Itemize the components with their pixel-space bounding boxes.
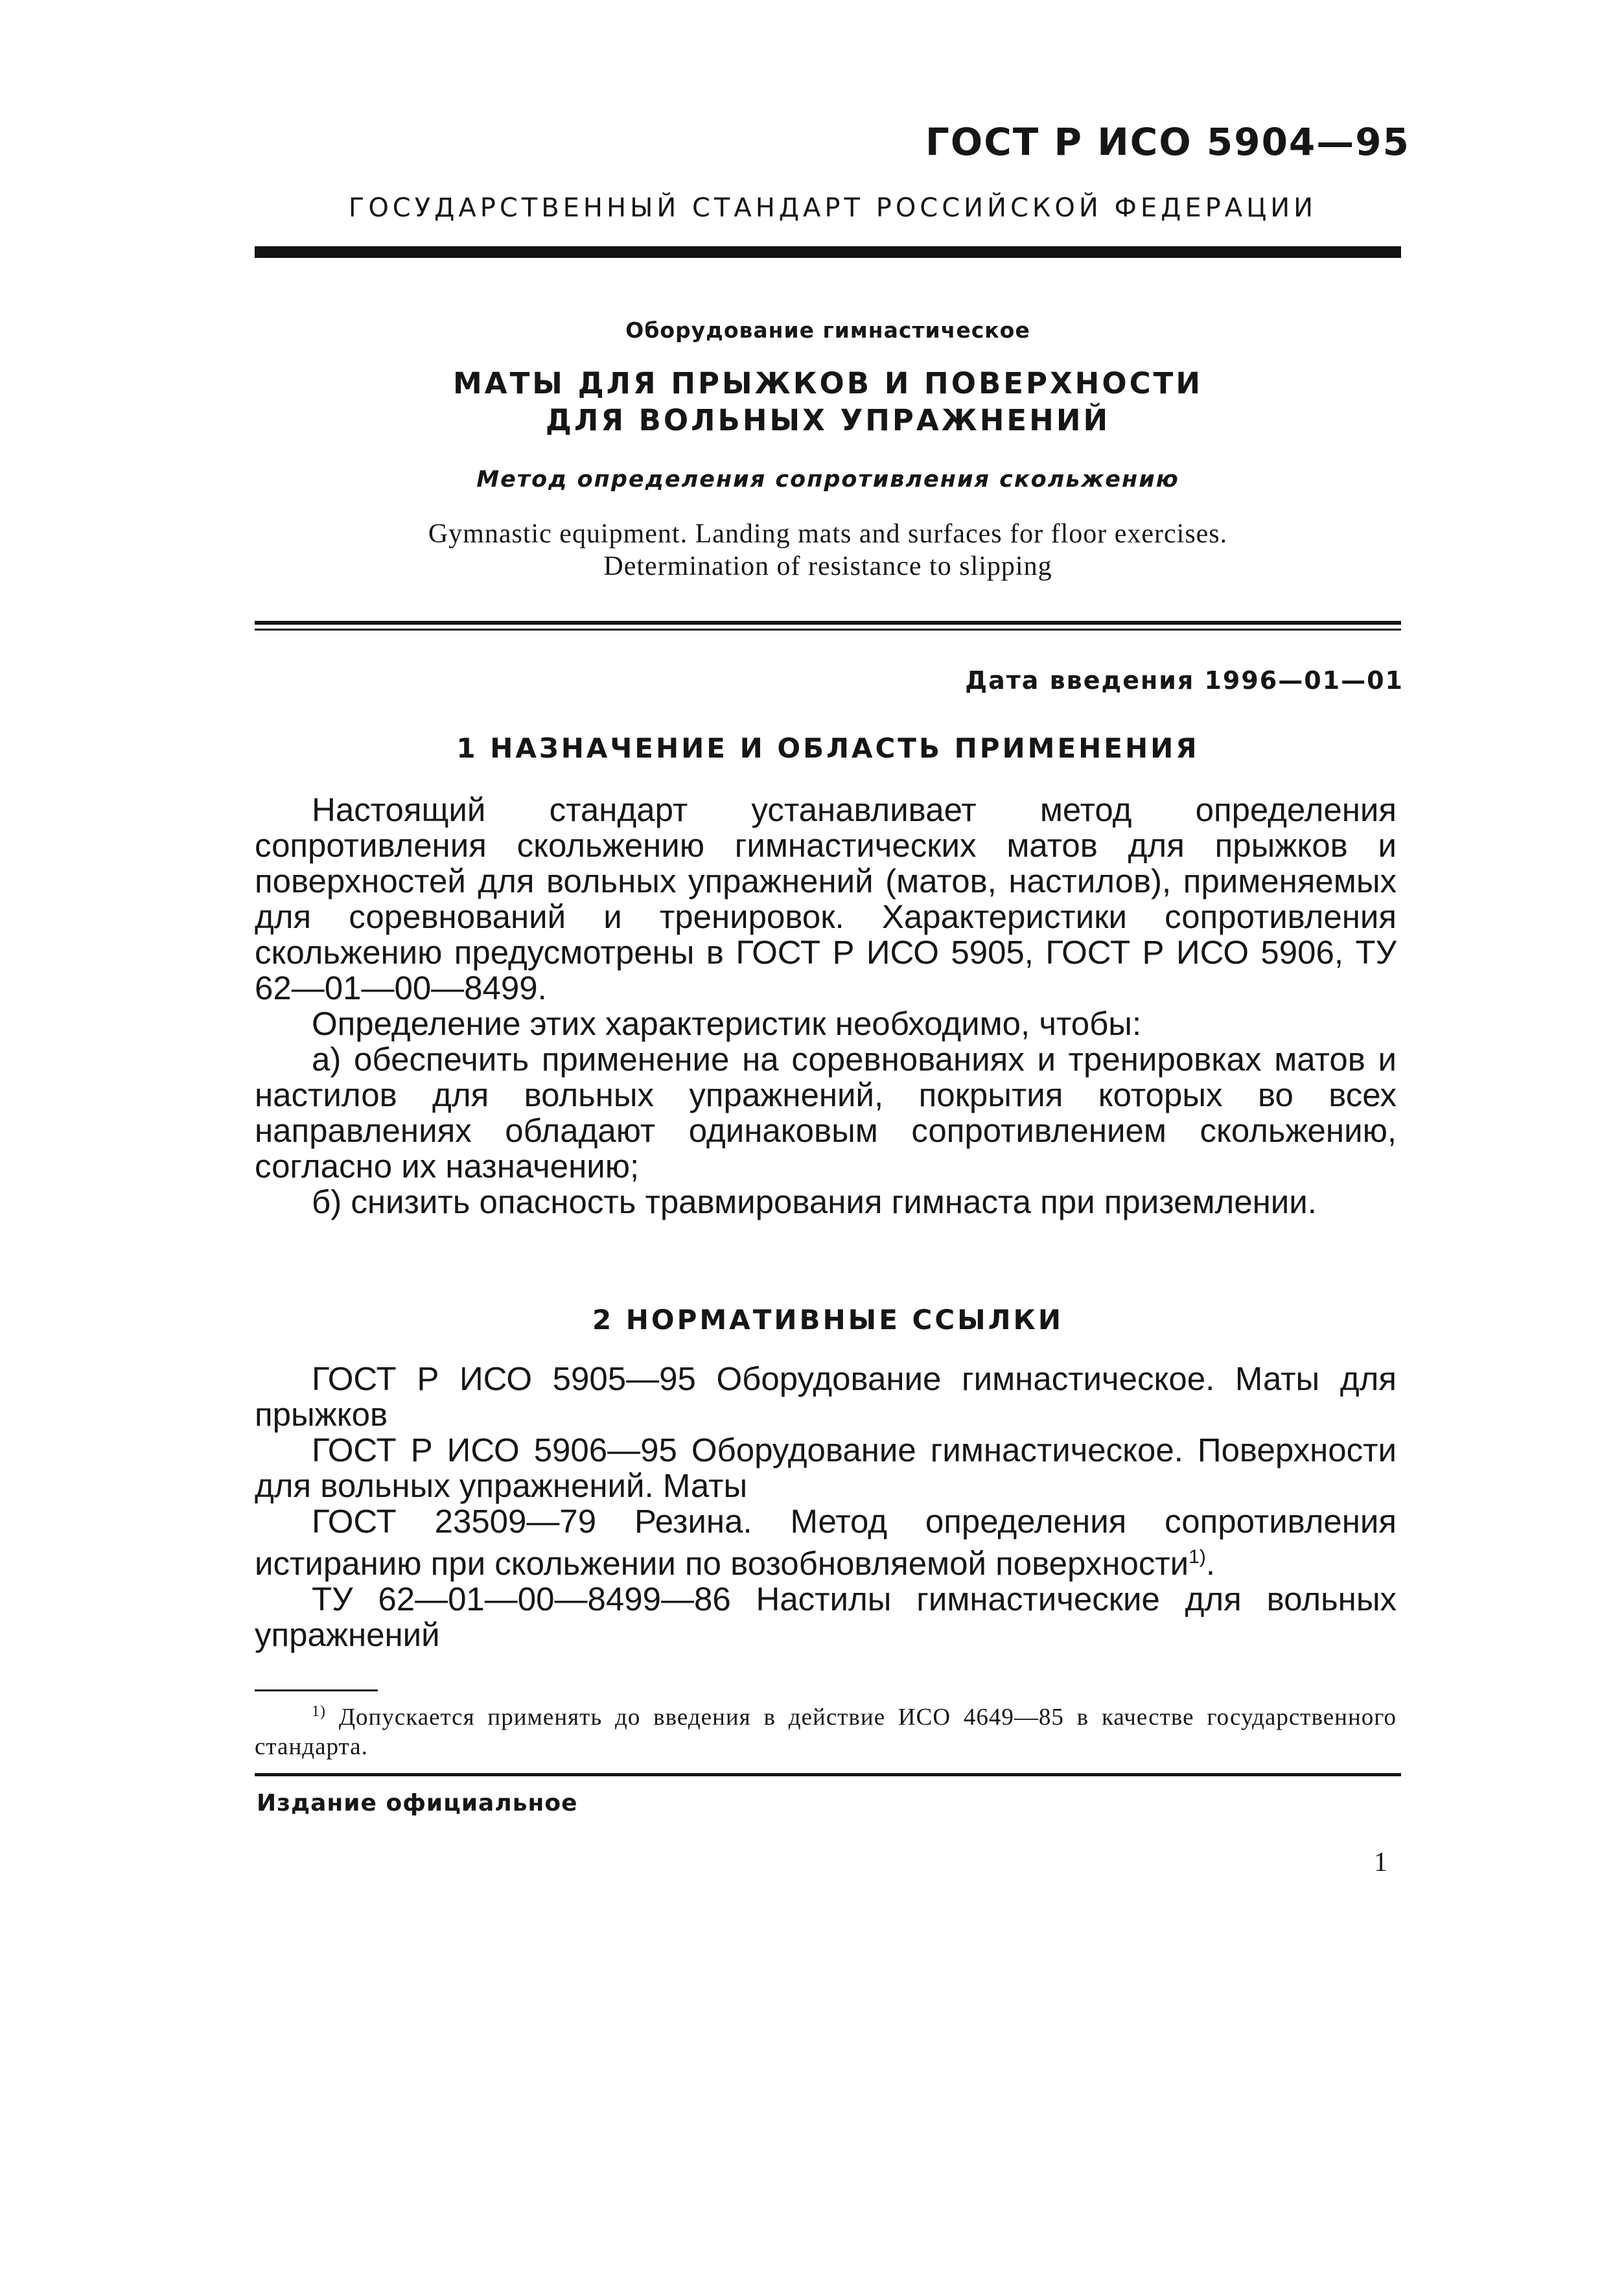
reference-text: ГОСТ 23509—79 Резина. Метод определения сопротивления истиранию при скольжении по возобновляемой поверхности (255, 1503, 1397, 1582)
footnote-separator (255, 1689, 378, 1691)
footer-rule (255, 1773, 1401, 1776)
header-rule (255, 246, 1401, 258)
reference-item: ТУ 62—01—00—8499—86 Настилы гимнастические для вольных упражнений (255, 1581, 1397, 1653)
english-title-line-2: Determination of resistance to slipping (603, 551, 1052, 581)
footnote-text: Допускается применять до введения в действие ИСО 4649—85 в качестве государственного стандарта. (255, 1704, 1397, 1761)
page-number: 1 (1374, 1848, 1387, 1877)
section-1-paragraph: Определение этих характеристик необходимо, чтобы: (312, 1005, 1142, 1042)
reference-item (255, 1503, 1397, 1581)
reference-item: ГОСТ Р ИСО 5906—95 Оборудование гимнастическое. Поверхности для вольных упражнений. Маты (255, 1432, 1397, 1504)
section-1-paragraph: Настоящий стандарт устанавливает метод определения сопротивления скольжению гимнастических матов для прыжков и поверхностей для вольных упражнений (матов, настилов), применяемых для соревнований и тренировок. Характеристики сопротивления скольжению предусмотрены в ГОСТ Р ИСО 5905, ГОСТ Р ИСО 5906, ТУ 62—01—00—8499. (255, 791, 1397, 1006)
section-2-body (255, 1361, 1397, 1653)
document-title-line-1: МАТЫ ДЛЯ ПРЫЖКОВ И ПОВЕРХНОСТИ (453, 366, 1203, 400)
section-2-heading: 2 НОРМАТИВНЫЕ ССЫЛКИ (592, 1304, 1064, 1336)
footnote-ref: 1) (1189, 1546, 1206, 1568)
reference-item: ГОСТ Р ИСО 5905—95 Оборудование гимнастическое. Маты для прыжков (255, 1360, 1397, 1433)
title-rule-upper (255, 621, 1401, 625)
section-1-body (255, 792, 1397, 1220)
state-standard-heading: ГОСУДАРСТВЕННЫЙ СТАНДАРТ РОССИЙСКОЙ ФЕДЕРАЦИИ (348, 193, 1317, 223)
document-title-line-2: ДЛЯ ВОЛЬНЫХ УПРАЖНЕНИЙ (545, 403, 1111, 437)
method-subtitle: Метод определения сопротивления скольжению (476, 467, 1179, 493)
reference-end: . (1205, 1545, 1216, 1582)
footnote-marker: 1) (312, 1703, 326, 1720)
footnote (255, 1697, 1397, 1762)
document-designation: ГОСТ Р ИСО 5904—95 (925, 120, 1410, 164)
official-edition-label: Издание официальное (257, 1790, 578, 1816)
section-1-paragraph: б) снизить опасность травмирования гимнаста при приземлении. (312, 1183, 1317, 1220)
equipment-subtitle: Оборудование гимнастическое (625, 318, 1030, 343)
english-title-line-1: Gymnastic equipment. Landing mats and surfaces for floor exercises. (428, 519, 1228, 549)
title-rule-lower (255, 629, 1401, 631)
introduction-date: Дата введения 1996—01—01 (965, 666, 1404, 695)
section-1-paragraph: а) обеспечить применение на соревнованиях и тренировках матов и настилов для вольных упражнений, покрытия которых во всех направлениях обладают одинаковым сопротивлением скольжению, согласно их назначению; (255, 1041, 1397, 1185)
section-1-heading: 1 НАЗНАЧЕНИЕ И ОБЛАСТЬ ПРИМЕНЕНИЯ (456, 732, 1200, 764)
